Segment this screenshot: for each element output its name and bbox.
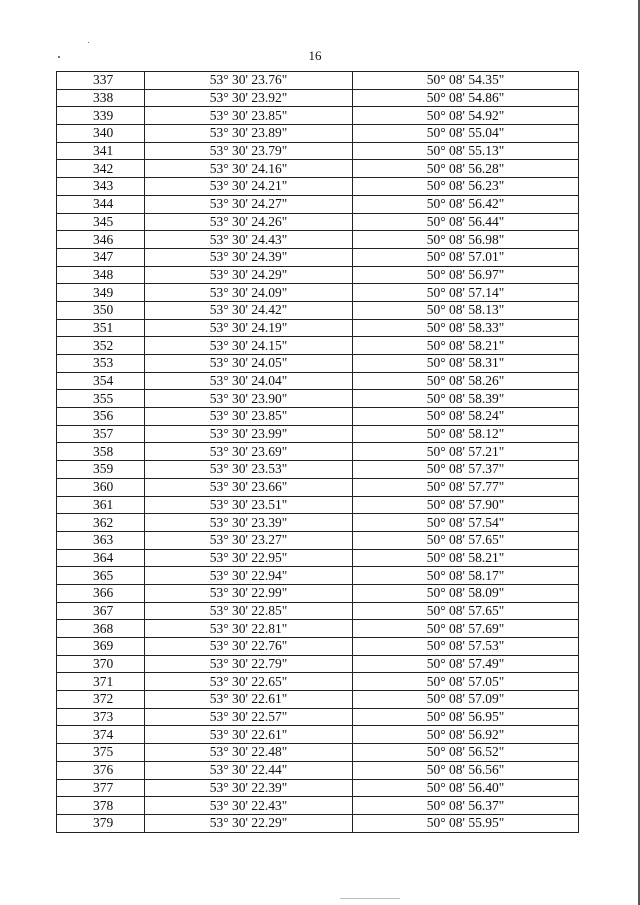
point-number-cell: 365 xyxy=(57,567,145,585)
table-row xyxy=(57,443,579,461)
longitude-cell: 50° 08' 56.44" xyxy=(353,213,579,231)
longitude-cell: 50° 08' 56.37" xyxy=(353,797,579,815)
point-number-cell: 356 xyxy=(57,408,145,426)
latitude-cell: 53° 30' 22.57" xyxy=(145,708,353,726)
point-number-cell: 360 xyxy=(57,478,145,496)
longitude-cell: 50° 08' 56.28" xyxy=(353,160,579,178)
coordinates-table xyxy=(56,71,579,833)
longitude-cell: 50° 08' 56.98" xyxy=(353,231,579,249)
latitude-cell: 53° 30' 23.39" xyxy=(145,514,353,532)
longitude-cell: 50° 08' 57.09" xyxy=(353,691,579,709)
point-number-cell: 370 xyxy=(57,655,145,673)
longitude-cell: 50° 08' 58.31" xyxy=(353,355,579,373)
latitude-cell: 53° 30' 22.61" xyxy=(145,691,353,709)
latitude-cell: 53° 30' 22.94" xyxy=(145,567,353,585)
longitude-cell: 50° 08' 58.39" xyxy=(353,390,579,408)
longitude-cell: 50° 08' 57.05" xyxy=(353,673,579,691)
latitude-cell: 53° 30' 23.85" xyxy=(145,107,353,125)
latitude-cell: 53° 30' 24.27" xyxy=(145,195,353,213)
longitude-cell: 50° 08' 56.23" xyxy=(353,178,579,196)
longitude-cell: 50° 08' 57.53" xyxy=(353,638,579,656)
latitude-cell: 53° 30' 22.76" xyxy=(145,638,353,656)
table-row xyxy=(57,301,579,319)
longitude-cell: 50° 08' 58.33" xyxy=(353,319,579,337)
longitude-cell: 50° 08' 58.12" xyxy=(353,425,579,443)
longitude-cell: 50° 08' 56.95" xyxy=(353,708,579,726)
table-row xyxy=(57,761,579,779)
point-number-cell: 372 xyxy=(57,691,145,709)
latitude-cell: 53° 30' 22.99" xyxy=(145,584,353,602)
latitude-cell: 53° 30' 24.09" xyxy=(145,284,353,302)
point-number-cell: 376 xyxy=(57,761,145,779)
longitude-cell: 50° 08' 58.13" xyxy=(353,301,579,319)
table-row xyxy=(57,673,579,691)
table-row xyxy=(57,89,579,107)
longitude-cell: 50° 08' 58.09" xyxy=(353,584,579,602)
latitude-cell: 53° 30' 22.61" xyxy=(145,726,353,744)
latitude-cell: 53° 30' 24.19" xyxy=(145,319,353,337)
latitude-cell: 53° 30' 22.43" xyxy=(145,797,353,815)
table-row xyxy=(57,744,579,762)
latitude-cell: 53° 30' 23.66" xyxy=(145,478,353,496)
latitude-cell: 53° 30' 24.39" xyxy=(145,248,353,266)
table-row xyxy=(57,319,579,337)
point-number-cell: 350 xyxy=(57,301,145,319)
table-row xyxy=(57,337,579,355)
coordinates-table-body xyxy=(57,72,579,833)
table-row xyxy=(57,160,579,178)
table-row xyxy=(57,284,579,302)
longitude-cell: 50° 08' 54.35" xyxy=(353,72,579,90)
point-number-cell: 348 xyxy=(57,266,145,284)
longitude-cell: 50° 08' 57.90" xyxy=(353,496,579,514)
table-row xyxy=(57,107,579,125)
table-row xyxy=(57,708,579,726)
longitude-cell: 50° 08' 57.21" xyxy=(353,443,579,461)
point-number-cell: 369 xyxy=(57,638,145,656)
longitude-cell: 50° 08' 57.49" xyxy=(353,655,579,673)
point-number-cell: 342 xyxy=(57,160,145,178)
latitude-cell: 53° 30' 23.53" xyxy=(145,461,353,479)
point-number-cell: 363 xyxy=(57,531,145,549)
longitude-cell: 50° 08' 58.21" xyxy=(353,549,579,567)
point-number-cell: 346 xyxy=(57,231,145,249)
latitude-cell: 53° 30' 24.04" xyxy=(145,372,353,390)
latitude-cell: 53° 30' 23.69" xyxy=(145,443,353,461)
point-number-cell: 353 xyxy=(57,355,145,373)
point-number-cell: 344 xyxy=(57,195,145,213)
point-number-cell: 366 xyxy=(57,584,145,602)
point-number-cell: 358 xyxy=(57,443,145,461)
table-row xyxy=(57,248,579,266)
latitude-cell: 53° 30' 23.99" xyxy=(145,425,353,443)
point-number-cell: 378 xyxy=(57,797,145,815)
table-row xyxy=(57,602,579,620)
latitude-cell: 53° 30' 24.43" xyxy=(145,231,353,249)
longitude-cell: 50° 08' 57.65" xyxy=(353,531,579,549)
table-row xyxy=(57,779,579,797)
point-number-cell: 355 xyxy=(57,390,145,408)
table-row xyxy=(57,814,579,832)
latitude-cell: 53° 30' 24.05" xyxy=(145,355,353,373)
latitude-cell: 53° 30' 22.65" xyxy=(145,673,353,691)
table-row xyxy=(57,567,579,585)
latitude-cell: 53° 30' 24.16" xyxy=(145,160,353,178)
point-number-cell: 368 xyxy=(57,620,145,638)
point-number-cell: 351 xyxy=(57,319,145,337)
point-number-cell: 373 xyxy=(57,708,145,726)
table-row xyxy=(57,72,579,90)
page-number: 16 xyxy=(308,48,322,63)
point-number-cell: 347 xyxy=(57,248,145,266)
longitude-cell: 50° 08' 56.92" xyxy=(353,726,579,744)
table-row xyxy=(57,408,579,426)
point-number-cell: 341 xyxy=(57,142,145,160)
table-row xyxy=(57,496,579,514)
point-number-cell: 343 xyxy=(57,178,145,196)
table-row xyxy=(57,142,579,160)
point-number-cell: 337 xyxy=(57,72,145,90)
longitude-cell: 50° 08' 58.17" xyxy=(353,567,579,585)
latitude-cell: 53° 30' 22.85" xyxy=(145,602,353,620)
latitude-cell: 53° 30' 23.92" xyxy=(145,89,353,107)
table-row xyxy=(57,726,579,744)
point-number-cell: 362 xyxy=(57,514,145,532)
point-number-cell: 338 xyxy=(57,89,145,107)
point-number-cell: 349 xyxy=(57,284,145,302)
table-row xyxy=(57,231,579,249)
latitude-cell: 53° 30' 22.44" xyxy=(145,761,353,779)
point-number-cell: 375 xyxy=(57,744,145,762)
table-row xyxy=(57,797,579,815)
latitude-cell: 53° 30' 24.21" xyxy=(145,178,353,196)
table-row xyxy=(57,461,579,479)
table-row xyxy=(57,478,579,496)
longitude-cell: 50° 08' 58.24" xyxy=(353,408,579,426)
longitude-cell: 50° 08' 56.97" xyxy=(353,266,579,284)
table-row xyxy=(57,620,579,638)
longitude-cell: 50° 08' 57.65" xyxy=(353,602,579,620)
longitude-cell: 50° 08' 58.26" xyxy=(353,372,579,390)
table-row xyxy=(57,125,579,143)
latitude-cell: 53° 30' 24.15" xyxy=(145,337,353,355)
point-number-cell: 357 xyxy=(57,425,145,443)
scan-mark xyxy=(340,898,400,899)
longitude-cell: 50° 08' 55.95" xyxy=(353,814,579,832)
point-number-cell: 345 xyxy=(57,213,145,231)
longitude-cell: 50° 08' 58.21" xyxy=(353,337,579,355)
longitude-cell: 50° 08' 54.86" xyxy=(353,89,579,107)
point-number-cell: 379 xyxy=(57,814,145,832)
point-number-cell: 340 xyxy=(57,125,145,143)
longitude-cell: 50° 08' 57.14" xyxy=(353,284,579,302)
table-row xyxy=(57,514,579,532)
table-row xyxy=(57,372,579,390)
latitude-cell: 53° 30' 22.95" xyxy=(145,549,353,567)
latitude-cell: 53° 30' 22.29" xyxy=(145,814,353,832)
longitude-cell: 50° 08' 57.37" xyxy=(353,461,579,479)
longitude-cell: 50° 08' 56.52" xyxy=(353,744,579,762)
longitude-cell: 50° 08' 55.04" xyxy=(353,125,579,143)
longitude-cell: 50° 08' 55.13" xyxy=(353,142,579,160)
longitude-cell: 50° 08' 54.92" xyxy=(353,107,579,125)
latitude-cell: 53° 30' 23.79" xyxy=(145,142,353,160)
longitude-cell: 50° 08' 57.77" xyxy=(353,478,579,496)
latitude-cell: 53° 30' 23.85" xyxy=(145,408,353,426)
point-number-cell: 371 xyxy=(57,673,145,691)
latitude-cell: 53° 30' 22.81" xyxy=(145,620,353,638)
latitude-cell: 53° 30' 24.42" xyxy=(145,301,353,319)
point-number-cell: 354 xyxy=(57,372,145,390)
table-row xyxy=(57,390,579,408)
latitude-cell: 53° 30' 24.26" xyxy=(145,213,353,231)
latitude-cell: 53° 30' 23.89" xyxy=(145,125,353,143)
point-number-cell: 361 xyxy=(57,496,145,514)
table-row xyxy=(57,549,579,567)
point-number-cell: 359 xyxy=(57,461,145,479)
table-row xyxy=(57,531,579,549)
table-row xyxy=(57,266,579,284)
point-number-cell: 377 xyxy=(57,779,145,797)
longitude-cell: 50° 08' 57.69" xyxy=(353,620,579,638)
table-row xyxy=(57,213,579,231)
table-row xyxy=(57,425,579,443)
latitude-cell: 53° 30' 23.90" xyxy=(145,390,353,408)
point-number-cell: 367 xyxy=(57,602,145,620)
point-number-cell: 374 xyxy=(57,726,145,744)
latitude-cell: 53° 30' 22.39" xyxy=(145,779,353,797)
longitude-cell: 50° 08' 56.56" xyxy=(353,761,579,779)
table-row xyxy=(57,691,579,709)
latitude-cell: 53° 30' 22.48" xyxy=(145,744,353,762)
latitude-cell: 53° 30' 22.79" xyxy=(145,655,353,673)
latitude-cell: 53° 30' 23.27" xyxy=(145,531,353,549)
scan-speck xyxy=(88,42,89,43)
table-row xyxy=(57,655,579,673)
point-number-cell: 339 xyxy=(57,107,145,125)
table-row xyxy=(57,195,579,213)
longitude-cell: 50° 08' 56.40" xyxy=(353,779,579,797)
longitude-cell: 50° 08' 57.01" xyxy=(353,248,579,266)
point-number-cell: 364 xyxy=(57,549,145,567)
longitude-cell: 50° 08' 56.42" xyxy=(353,195,579,213)
latitude-cell: 53° 30' 23.51" xyxy=(145,496,353,514)
latitude-cell: 53° 30' 23.76" xyxy=(145,72,353,90)
latitude-cell: 53° 30' 24.29" xyxy=(145,266,353,284)
table-row xyxy=(57,178,579,196)
point-number-cell: 352 xyxy=(57,337,145,355)
table-row xyxy=(57,584,579,602)
longitude-cell: 50° 08' 57.54" xyxy=(353,514,579,532)
table-row xyxy=(57,638,579,656)
table-row xyxy=(57,355,579,373)
